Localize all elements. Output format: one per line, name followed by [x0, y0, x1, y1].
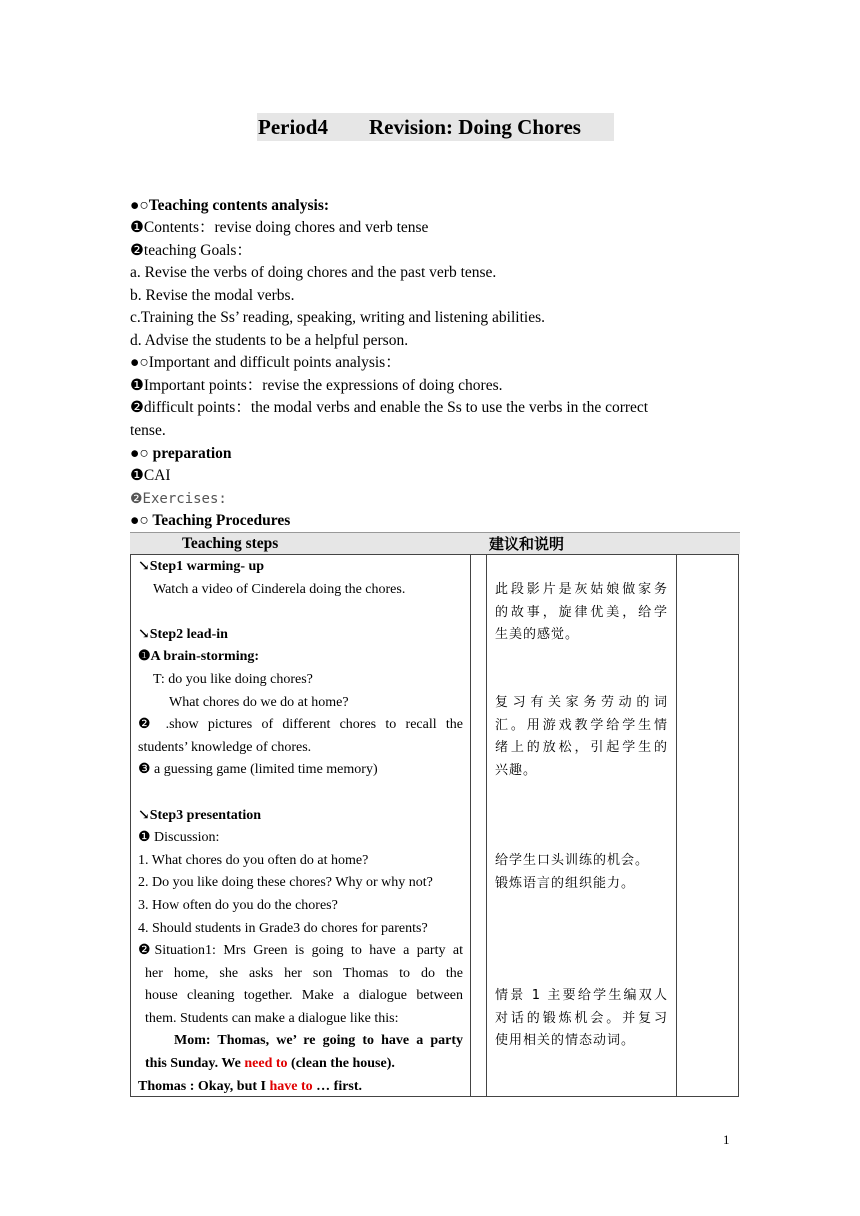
- procedures-heading: ●○ Teaching Procedures: [130, 512, 291, 529]
- page-title: [257, 113, 614, 141]
- title-topic: Revision: Doing Chores: [369, 115, 581, 139]
- step1-title: ↘Step1 warming- up: [138, 559, 265, 574]
- goal-d: d. Advise the students to be a helpful person.: [130, 332, 409, 349]
- contents-line: ❶Contents：revise doing chores and verb tense: [130, 219, 429, 236]
- step2-pictures-cont: students’ knowledge of chores.: [138, 739, 312, 755]
- important-heading: ●○Important and difficult points analysis：: [130, 354, 401, 371]
- discussion-question: 3. How often do you do the chores?: [138, 897, 338, 913]
- modal-need-to: need to: [244, 1056, 288, 1072]
- step2-brainstorm: ❶A brain-storming:: [138, 649, 260, 665]
- step2-guessing-game: ❸ a guessing game (limited time memory): [138, 762, 378, 778]
- note-step2: 复习有关家务劳动的词 汇。用游戏教学给学生情 绪上的放松，引起学生的 兴趣。: [495, 695, 668, 778]
- goal-b: b. Revise the modal verbs.: [130, 287, 295, 304]
- step1-text: Watch a video of Cinderela doing the chores.: [153, 581, 406, 597]
- page-number: 1: [723, 1132, 730, 1147]
- dialogue-mom: Mom: Thomas, we’ re going to have a party: [174, 1033, 463, 1049]
- dialogue-thomas: Thomas : Okay, but I have to … first.: [138, 1078, 363, 1094]
- step2-question-1: T: do you like doing chores?: [153, 671, 313, 687]
- dialogue-mom-cont: this Sunday. We need to (clean the house).: [145, 1056, 395, 1072]
- step2-title: ↘Step2 lead-in: [138, 626, 228, 642]
- step3-title: ↘Step3 presentation: [138, 807, 262, 823]
- situation-text: ❷Situation1: Mrs Green is going to have a party at: [138, 943, 463, 959]
- table-divider: [676, 555, 677, 1096]
- discussion-question: 4. Should students in Grade3 do chores for parents?: [138, 920, 428, 936]
- goal-c: c.Training the Ss’ reading, speaking, writing and listening abilities.: [130, 309, 545, 326]
- preparation-item-exercises: ❷Exercises:: [130, 491, 227, 507]
- modal-have-to: have to: [269, 1078, 313, 1094]
- title-period: Period4: [258, 115, 328, 139]
- difficult-points-cont: tense.: [130, 422, 166, 439]
- situation-text: them. Students can make a dialogue like this:: [145, 1010, 399, 1026]
- table-divider: [486, 555, 487, 1096]
- steps-cell: [138, 556, 463, 1098]
- difficult-points: ❷difficult points：the modal verbs and enable the Ss to use the verbs in the correct: [130, 399, 649, 416]
- discussion-question: 1. What chores do you often do at home?: [138, 852, 369, 868]
- step2-question-2: What chores do we do at home?: [169, 694, 349, 710]
- discussion-question: 2. Do you like doing these chores? Why or why not?: [138, 875, 433, 891]
- note-situation: 情景 1 主要给学生编双人 对话的锻炼机会。并复习 使用相关的情态动词。: [495, 988, 668, 1049]
- goal-a: a. Revise the verbs of doing chores and the past verb tense.: [130, 264, 497, 281]
- goals-label: ❷teaching Goals：: [130, 242, 252, 259]
- table-divider: [470, 555, 471, 1096]
- important-points: ❶Important points：revise the expressions of doing chores.: [130, 377, 503, 394]
- preparation-item-cai: ❶CAI: [130, 467, 171, 484]
- note-discussion: 给学生口头训练的机会。 锻炼语言的组织能力。: [495, 853, 650, 891]
- situation-text: house cleaning together. Make a dialogue between: [145, 988, 463, 1004]
- col-header-steps: Teaching steps: [182, 535, 279, 552]
- preparation-heading: ●○ preparation: [130, 445, 232, 462]
- step2-pictures: ❷ .show pictures of different chores to recall the: [138, 717, 463, 733]
- step3-discussion: ❶ Discussion:: [138, 830, 220, 846]
- analysis-heading: ●○Teaching contents analysis:: [130, 197, 330, 214]
- col-header-notes: 建议和说明: [489, 535, 565, 553]
- note-step1: 此段影片是灰姑娘做家务 的故事，旋律优美，给学 生美的感觉。: [495, 582, 668, 643]
- situation-text: her home, she asks her son Thomas to do the: [145, 965, 463, 981]
- table-header: [130, 532, 740, 554]
